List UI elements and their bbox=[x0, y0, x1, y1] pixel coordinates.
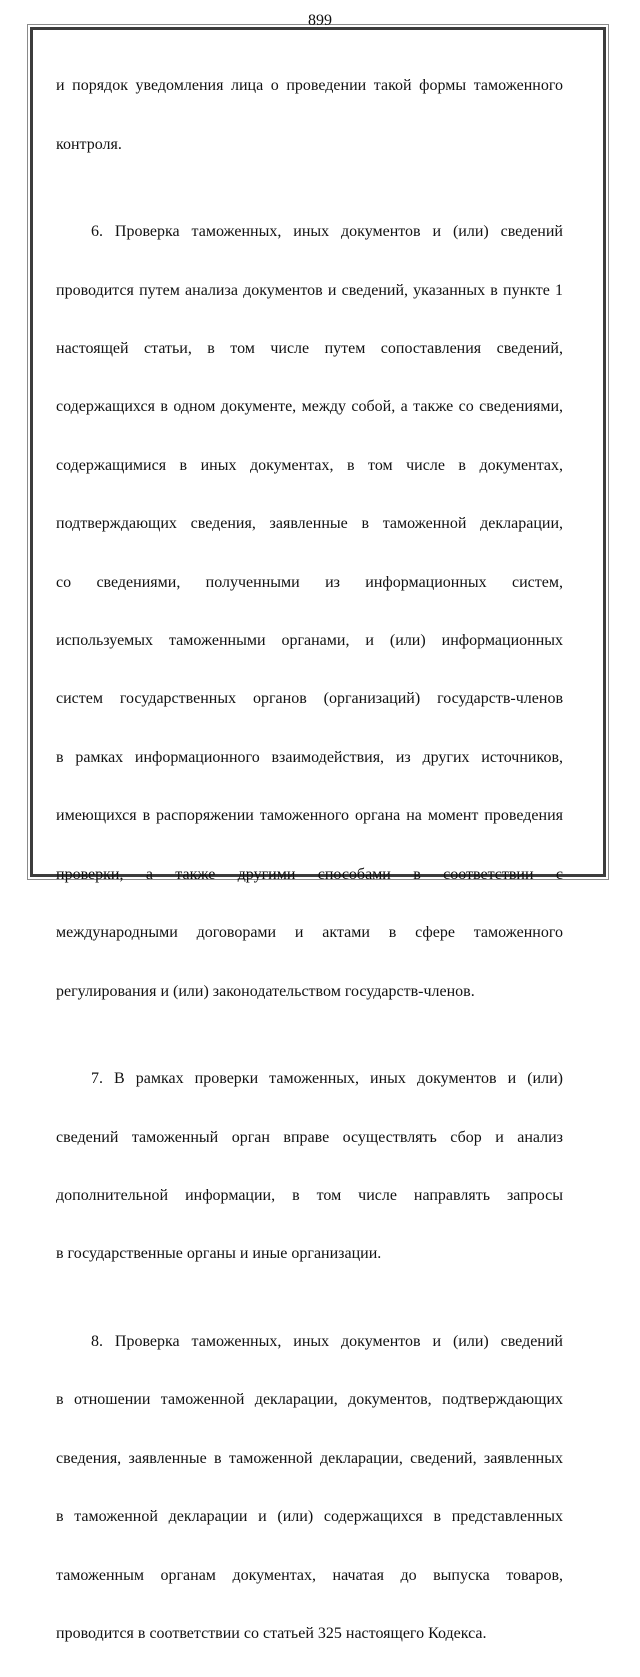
text-line: проводится путем анализа документов и сведений, указанных в пункте 1 bbox=[56, 281, 563, 299]
text-line: содержащимися в иных документах, в том числе в документах, bbox=[56, 456, 563, 474]
text-line: в рамках информационного взаимодействия, из других источников, bbox=[56, 748, 563, 766]
text-line: в отношении таможенной декларации, документов, подтверждающих bbox=[56, 1391, 563, 1409]
text-line: в государственные органы и иные организации. bbox=[56, 1245, 382, 1263]
paragraph-clause-8 bbox=[56, 1298, 563, 1677]
text-line: 7. В рамках проверки таможенных, иных документов и (или) bbox=[91, 1070, 563, 1088]
document-body bbox=[56, 42, 563, 1677]
text-line: дополнительной информации, в том числе направлять запросы bbox=[56, 1186, 563, 1204]
text-line: со сведениями, полученными из информационных систем, bbox=[56, 573, 563, 591]
text-line: сведений таможенный орган вправе осуществлять сбор и анализ bbox=[56, 1128, 563, 1146]
paragraph-clause-6 bbox=[56, 188, 563, 1035]
text-line: подтверждающих сведения, заявленные в таможенной декларации, bbox=[56, 515, 563, 533]
text-line: проверки, а также другими способами в соответствии с bbox=[56, 865, 563, 883]
text-line: 6. Проверка таможенных, иных документов и (или) сведений bbox=[91, 223, 563, 241]
text-line: 8. Проверка таможенных, иных документов и (или) сведений bbox=[91, 1332, 563, 1350]
paragraph-clause-7 bbox=[56, 1035, 563, 1298]
text-line: используемых таможенными органами, и (или) информационных bbox=[56, 632, 563, 650]
page-number: 899 bbox=[308, 12, 332, 29]
text-line: контроля. bbox=[56, 135, 122, 153]
text-line: систем государственных органов (организаций) государств-членов bbox=[56, 690, 563, 708]
text-line: таможенным органам документах, начатая до выпуска товаров, bbox=[56, 1566, 563, 1584]
paragraph-continuation bbox=[56, 42, 563, 188]
text-line: в таможенной декларации и (или) содержащихся в представленных bbox=[56, 1508, 563, 1526]
text-line: содержащихся в одном документе, между собой, а также со сведениями, bbox=[56, 398, 563, 416]
text-line: сведения, заявленные в таможенной декларации, сведений, заявленных bbox=[56, 1449, 563, 1467]
text-line: и порядок уведомления лица о проведении такой формы таможенного bbox=[56, 77, 563, 95]
text-line: имеющихся в распоряжении таможенного органа на момент проведения bbox=[56, 807, 563, 825]
text-line: международными договорами и актами в сфере таможенного bbox=[56, 924, 563, 942]
text-line: проводится в соответствии со статьей 325 настоящего Кодекса. bbox=[56, 1624, 487, 1642]
text-line: настоящей статьи, в том числе путем сопоставления сведений, bbox=[56, 340, 563, 358]
text-line: регулирования и (или) законодательством государств-членов. bbox=[56, 982, 475, 1000]
